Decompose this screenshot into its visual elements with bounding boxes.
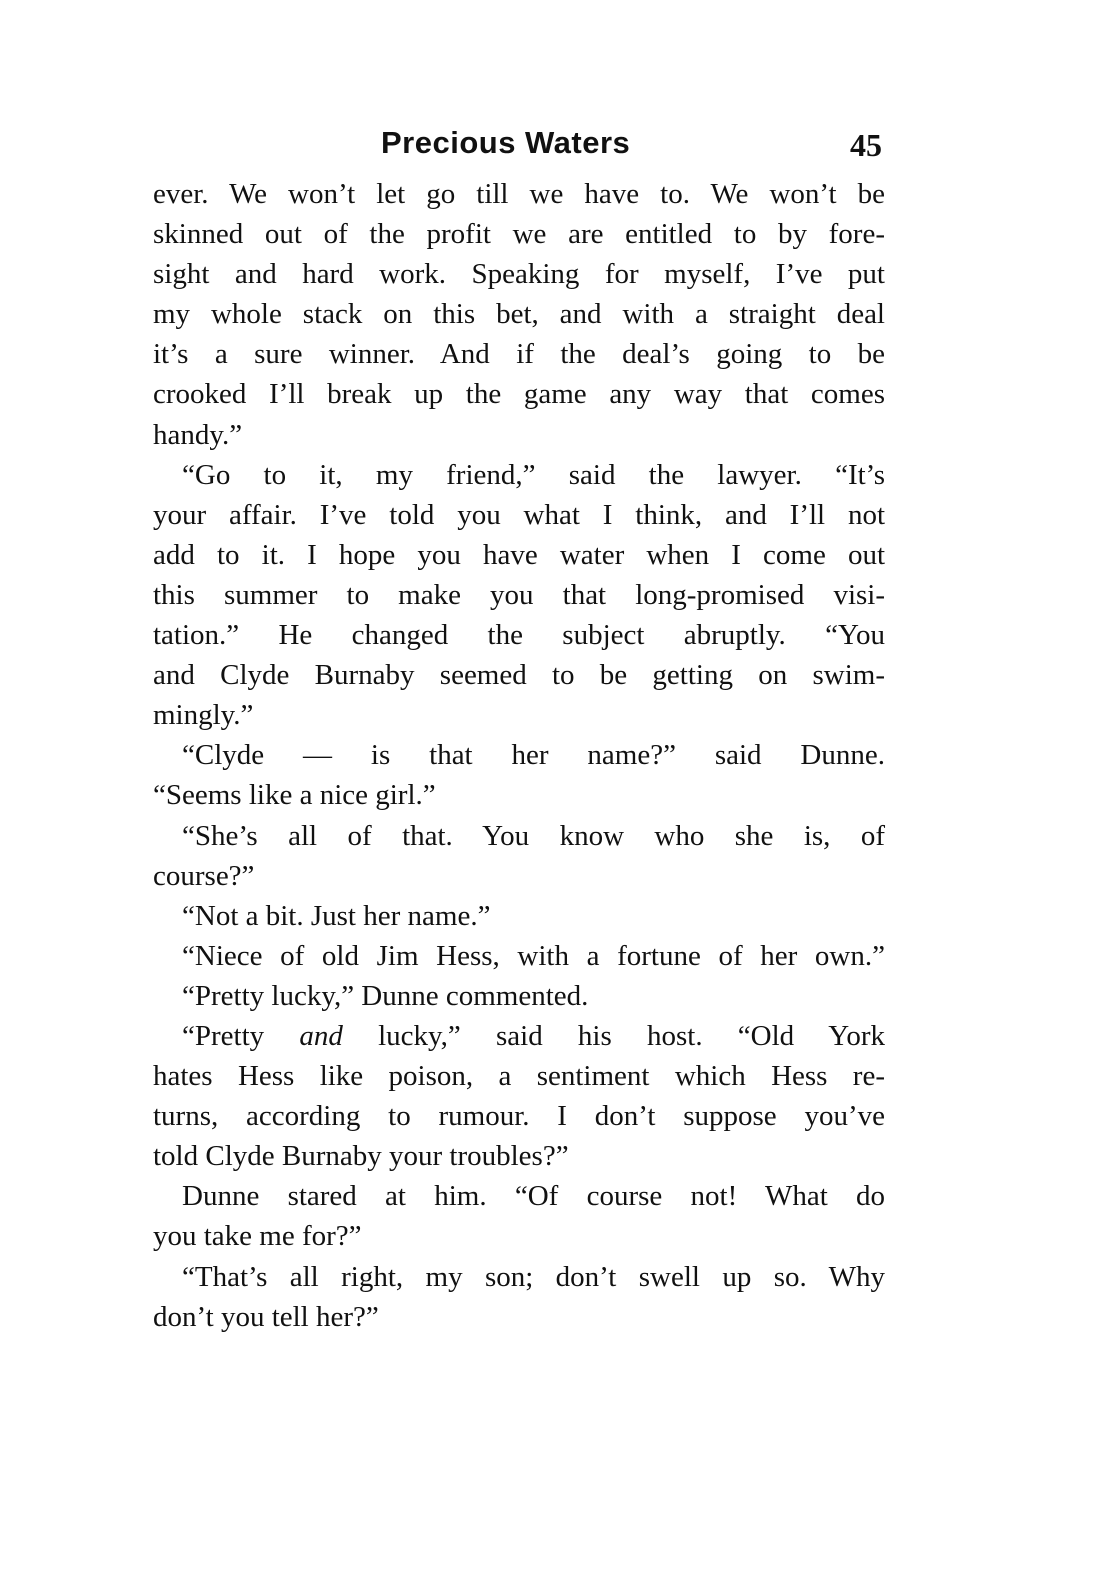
text-segment: lucky,” said his host. “Old York xyxy=(342,1019,885,1052)
text-line: told Clyde Burnaby your troubles?” xyxy=(153,1140,569,1173)
text-line: “Clyde — is that her name?” said Dunne. xyxy=(182,739,885,772)
text-line: “She’s all of that. You know who she is, of xyxy=(182,819,885,852)
text-line: course?” xyxy=(153,859,255,892)
text-line: handy.” xyxy=(153,418,243,451)
text-line: “Go to it, my friend,” said the lawyer. “It’s xyxy=(182,458,885,491)
text-line: you take me for?” xyxy=(153,1220,362,1253)
text-line: hates Hess like poison, a sentiment which Hess re- xyxy=(153,1060,885,1093)
text-line: skinned out of the profit we are entitled to by fore- xyxy=(153,218,885,251)
italic-emphasis: and xyxy=(299,1019,343,1052)
running-head xyxy=(153,118,885,174)
text-line: crooked I’ll break up the game any way that comes xyxy=(153,378,885,411)
text-line: turns, according to rumour. I don’t suppose you’ve xyxy=(153,1100,885,1133)
text-line: “Pretty lucky,” Dunne commented. xyxy=(182,979,589,1012)
text-line: your affair. I’ve told you what I think, and I’ll not xyxy=(153,498,885,531)
body-text xyxy=(153,174,885,1337)
text-line: ever. We won’t let go till we have to. We won’t be xyxy=(153,178,885,210)
text-line: don’t you tell her?” xyxy=(153,1300,379,1333)
text-line: “Seems like a nice girl.” xyxy=(153,779,436,812)
text-line: this summer to make you that long-promised visi- xyxy=(153,578,885,611)
text-line: tation.” He changed the subject abruptly. “You xyxy=(153,619,885,652)
running-title: Precious Waters xyxy=(381,125,631,160)
text-line: Dunne stared at him. “Of course not! What do xyxy=(182,1180,885,1213)
page-number: 45 xyxy=(850,127,882,163)
text-line: and Clyde Burnaby seemed to be getting on swim- xyxy=(153,659,885,692)
text-line: my whole stack on this bet, and with a straight deal xyxy=(153,298,885,331)
text-line: “Not a bit. Just her name.” xyxy=(182,899,491,932)
text-line: sight and hard work. Speaking for myself, I’ve put xyxy=(153,258,885,291)
text-line: mingly.” xyxy=(153,699,254,732)
text-segment: “Pretty xyxy=(182,1019,300,1052)
text-line: it’s a sure winner. And if the deal’s going to be xyxy=(153,338,885,371)
text-line: “Niece of old Jim Hess, with a fortune of her own.” xyxy=(182,939,885,972)
text-line xyxy=(153,1016,885,1056)
text-line: add to it. I hope you have water when I come out xyxy=(153,538,885,571)
text-line: “That’s all right, my son; don’t swell up so. Why xyxy=(182,1260,885,1293)
book-page xyxy=(153,118,885,1337)
